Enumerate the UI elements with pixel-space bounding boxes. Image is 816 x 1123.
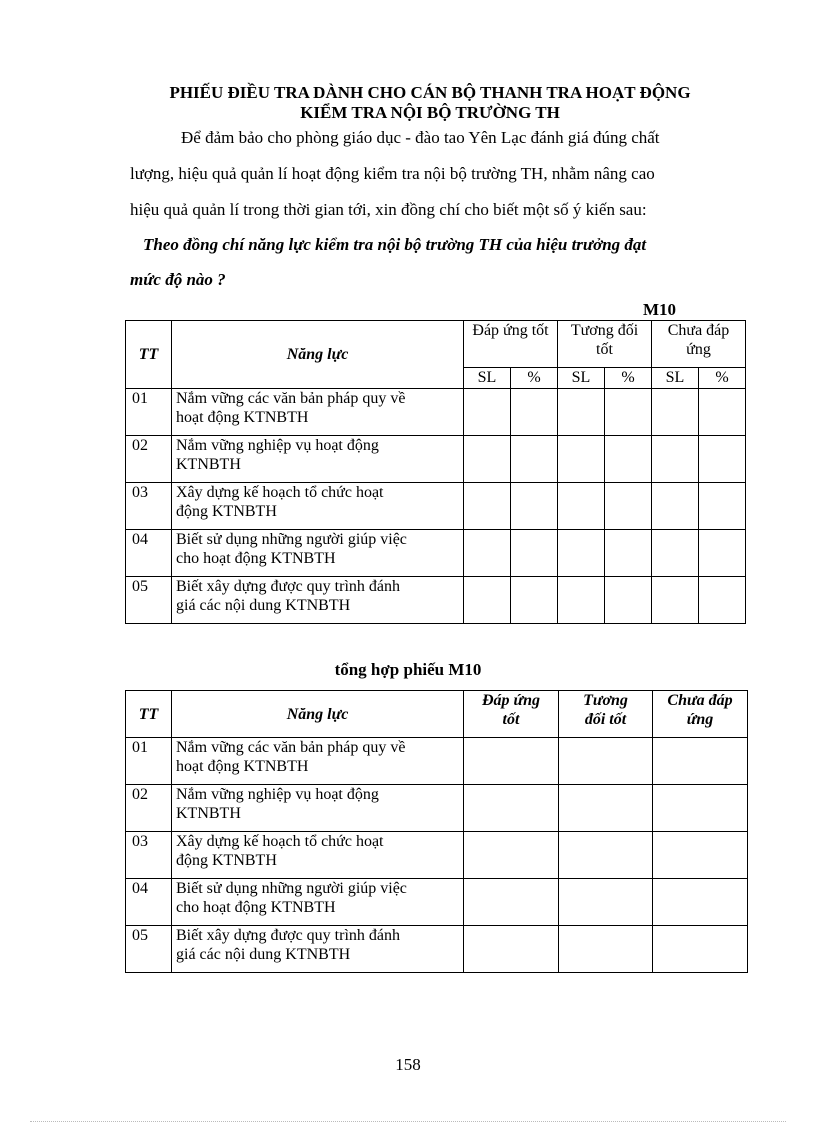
intro-line3: hiệu quả quản lí trong thời gian tới, xin đồng chí cho biết một số ý kiến sau: — [130, 200, 647, 219]
cell-empty[interactable] — [559, 785, 653, 832]
cell-empty[interactable] — [605, 436, 652, 483]
table-row — [126, 389, 746, 436]
cell-empty[interactable] — [699, 577, 746, 624]
cell-empty[interactable] — [464, 879, 559, 926]
row-capacity: Nắm vững các văn bản pháp quy về hoạt động KTNBTH — [172, 738, 464, 785]
row-tt: 05 — [126, 577, 172, 624]
table-row — [126, 785, 748, 832]
row-tt: 02 — [126, 436, 172, 483]
table-row — [126, 832, 748, 879]
intro-line1: Để đảm bảo cho phòng giáo dục - đào tao Yên Lạc đánh giá đúng chất — [181, 128, 660, 147]
cell-empty[interactable] — [558, 530, 605, 577]
cell-empty[interactable] — [605, 483, 652, 530]
table-row — [126, 926, 748, 973]
cell-empty[interactable] — [559, 832, 653, 879]
survey-title-line1: PHIẾU ĐIỀU TRA DÀNH CHO CÁN BỘ THANH TRA HOẠT ĐỘNG — [169, 83, 691, 102]
row-tt: 03 — [126, 832, 172, 879]
cell-empty[interactable] — [699, 483, 746, 530]
survey-table — [125, 320, 746, 624]
col-header-tt: TT — [126, 321, 172, 389]
sub-header-sl: SL — [558, 368, 605, 389]
cell-empty[interactable] — [652, 436, 699, 483]
cell-empty[interactable] — [559, 879, 653, 926]
table-row — [126, 436, 746, 483]
col-header-unmet: Chưa đáp ứng — [653, 691, 748, 738]
table-row — [126, 577, 746, 624]
cell-empty[interactable] — [605, 577, 652, 624]
sub-header-pct: % — [511, 368, 558, 389]
row-capacity: Biết sử dụng những người giúp việc cho hoạt động KTNBTH — [172, 879, 464, 926]
table-row — [126, 738, 748, 785]
sub-header-sl: SL — [464, 368, 511, 389]
cell-empty[interactable] — [699, 530, 746, 577]
cell-empty[interactable] — [511, 483, 558, 530]
cell-empty[interactable] — [464, 436, 511, 483]
cell-empty[interactable] — [464, 785, 559, 832]
footer-divider — [30, 1121, 786, 1122]
sub-header-pct: % — [699, 368, 746, 389]
col-header-fair: Tương đối tốt — [559, 691, 653, 738]
page-number: 158 — [395, 1055, 421, 1074]
cell-empty[interactable] — [464, 832, 559, 879]
cell-empty[interactable] — [653, 785, 748, 832]
cell-empty[interactable] — [464, 577, 511, 624]
cell-empty[interactable] — [699, 389, 746, 436]
col-header-capacity: Năng lực — [172, 321, 464, 389]
col-header-tt: TT — [126, 691, 172, 738]
col-header-good: Đáp ứng tốt — [464, 321, 558, 368]
row-tt: 04 — [126, 879, 172, 926]
row-tt: 01 — [126, 738, 172, 785]
cell-empty[interactable] — [559, 738, 653, 785]
table-row — [126, 530, 746, 577]
cell-empty[interactable] — [652, 483, 699, 530]
cell-empty[interactable] — [699, 436, 746, 483]
cell-empty[interactable] — [464, 389, 511, 436]
col-header-unmet: Chưa đáp ứng — [652, 321, 746, 368]
cell-empty[interactable] — [605, 530, 652, 577]
question-line1: Theo đồng chí năng lực kiểm tra nội bộ trường TH của hiệu trưởng đạt — [143, 235, 647, 254]
row-capacity: Biết sử dụng những người giúp việc cho hoạt động KTNBTH — [172, 530, 464, 577]
cell-empty[interactable] — [558, 389, 605, 436]
cell-empty[interactable] — [511, 389, 558, 436]
cell-empty[interactable] — [652, 389, 699, 436]
sub-header-sl: SL — [652, 368, 699, 389]
cell-empty[interactable] — [653, 926, 748, 973]
row-tt: 01 — [126, 389, 172, 436]
row-tt: 02 — [126, 785, 172, 832]
row-tt: 04 — [126, 530, 172, 577]
cell-empty[interactable] — [653, 879, 748, 926]
cell-empty[interactable] — [511, 530, 558, 577]
cell-empty[interactable] — [464, 738, 559, 785]
survey-title-line2: KIỂM TRA NỘI BỘ TRƯỜNG TH — [300, 103, 560, 122]
cell-empty[interactable] — [559, 926, 653, 973]
col-header-fair: Tương đối tốt — [558, 321, 652, 368]
row-capacity: Biết xây dựng được quy trình đánh giá các nội dung KTNBTH — [172, 577, 464, 624]
row-capacity: Biết xây dựng được quy trình đánh giá các nội dung KTNBTH — [172, 926, 464, 973]
row-tt: 03 — [126, 483, 172, 530]
question-line2: mức độ nào ? — [130, 270, 226, 289]
cell-empty[interactable] — [511, 436, 558, 483]
row-tt: 05 — [126, 926, 172, 973]
cell-empty[interactable] — [558, 483, 605, 530]
row-capacity: Xây dựng kế hoạch tổ chức hoạt động KTNBTH — [172, 483, 464, 530]
row-capacity: Nắm vững nghiệp vụ hoạt động KTNBTH — [172, 785, 464, 832]
col-header-good: Đáp ứng tốt — [464, 691, 559, 738]
col-header-capacity: Năng lực — [172, 691, 464, 738]
cell-empty[interactable] — [653, 738, 748, 785]
summary-title: tổng hợp phiếu M10 — [334, 660, 482, 679]
row-capacity: Nắm vững các văn bản pháp quy về hoạt động KTNBTH — [172, 389, 464, 436]
sub-header-pct: % — [605, 368, 652, 389]
summary-table — [125, 690, 748, 973]
cell-empty[interactable] — [511, 577, 558, 624]
cell-empty[interactable] — [558, 436, 605, 483]
table-row — [126, 483, 746, 530]
intro-line2: lượng, hiệu quả quản lí hoạt động kiểm tra nội bộ trường TH, nhằm nâng cao — [130, 164, 655, 183]
cell-empty[interactable] — [464, 483, 511, 530]
row-capacity: Xây dựng kế hoạch tổ chức hoạt động KTNBTH — [172, 832, 464, 879]
cell-empty[interactable] — [605, 389, 652, 436]
cell-empty[interactable] — [653, 832, 748, 879]
cell-empty[interactable] — [464, 530, 511, 577]
table-row — [126, 879, 748, 926]
row-capacity: Nắm vững nghiệp vụ hoạt động KTNBTH — [172, 436, 464, 483]
form-code-label: M10 — [643, 300, 677, 319]
cell-empty[interactable] — [558, 577, 605, 624]
cell-empty[interactable] — [652, 577, 699, 624]
cell-empty[interactable] — [464, 926, 559, 973]
cell-empty[interactable] — [652, 530, 699, 577]
